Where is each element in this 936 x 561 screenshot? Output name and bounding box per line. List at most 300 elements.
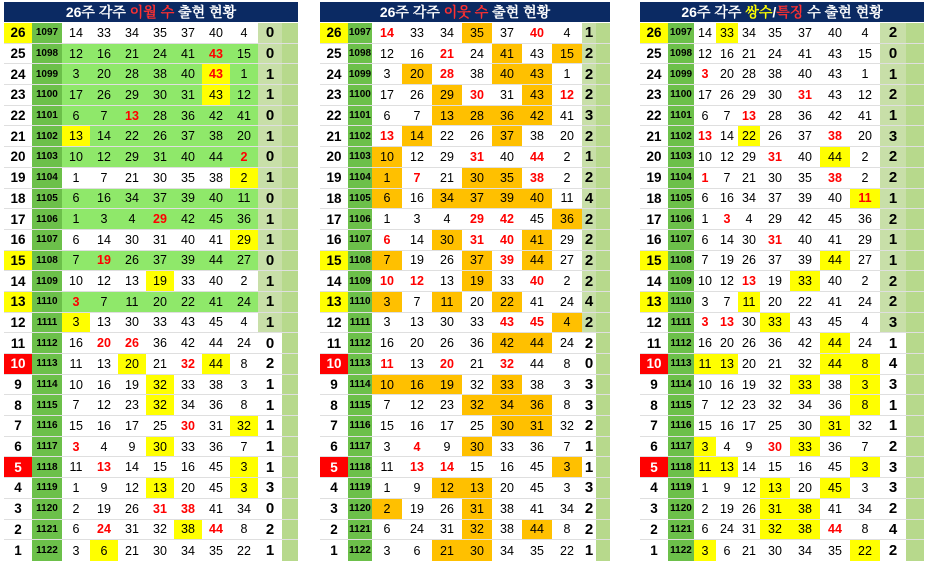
- number-cell: 12: [90, 147, 118, 167]
- number-cell: 45: [820, 313, 850, 333]
- number-cell: 37: [492, 126, 522, 146]
- number-cell: 23: [118, 395, 146, 415]
- count-value: 1: [258, 64, 282, 84]
- number-cell: 16: [716, 416, 738, 436]
- week-label: 6: [330, 439, 338, 455]
- number-cell: 41: [820, 292, 850, 312]
- side-strip: [282, 457, 298, 477]
- number-cell: 45: [820, 457, 850, 477]
- count-value: 2: [582, 416, 596, 436]
- side-strip: [282, 395, 298, 415]
- number-cell: 20: [738, 354, 760, 374]
- number-cell: 14: [716, 126, 738, 146]
- number-cell: 11: [62, 354, 90, 374]
- count-value: 3: [582, 106, 596, 126]
- number-cell: 26: [146, 126, 174, 146]
- week-label: 12: [10, 314, 26, 330]
- number-cell: 3: [850, 457, 880, 477]
- count-value: 1: [880, 333, 906, 353]
- number-cell: 7: [694, 251, 716, 271]
- table-row: [320, 437, 610, 458]
- round-number: 1118: [32, 457, 62, 477]
- week-label: 12: [326, 314, 342, 330]
- round-number: 1114: [32, 375, 62, 395]
- week-label: 15: [320, 251, 348, 271]
- number-cell: 38: [202, 168, 230, 188]
- number-cell: 40: [790, 147, 820, 167]
- number-cell: 13: [738, 106, 760, 126]
- week-label: 18: [10, 190, 26, 206]
- count-value: 1: [582, 23, 596, 43]
- number-cell: 9: [716, 478, 738, 498]
- week-label: 25: [10, 46, 26, 62]
- week-label: 13: [320, 292, 348, 312]
- number-cell: 24: [760, 44, 790, 64]
- number-cell: 12: [62, 44, 90, 64]
- table-row: [640, 395, 924, 416]
- number-cell: 38: [202, 126, 230, 146]
- round-number: 1116: [668, 416, 694, 436]
- number-cell: 24: [230, 333, 258, 353]
- side-strip: [906, 333, 924, 353]
- number-cell: 45: [522, 209, 552, 229]
- number-cell: 33: [402, 23, 432, 43]
- number-cell: 2: [230, 271, 258, 291]
- number-cell: 10: [372, 147, 402, 167]
- number-cell: 9: [402, 478, 432, 498]
- number-cell: 16: [402, 416, 432, 436]
- number-cell: 13: [716, 313, 738, 333]
- number-cell: 22: [790, 292, 820, 312]
- number-cell: 8: [230, 395, 258, 415]
- number-cell: 29: [118, 85, 146, 105]
- side-strip: [596, 44, 610, 64]
- count-value: 1: [880, 251, 906, 271]
- number-cell: 20: [552, 126, 582, 146]
- count-value: 3: [582, 478, 596, 498]
- number-cell: 8: [230, 520, 258, 540]
- number-cell: 3: [552, 375, 582, 395]
- number-cell: 41: [174, 44, 202, 64]
- number-cell: 1: [694, 168, 716, 188]
- number-cell: 33: [760, 313, 790, 333]
- number-cell: 30: [738, 313, 760, 333]
- number-cell: 7: [372, 395, 402, 415]
- number-cell: 7: [850, 437, 880, 457]
- number-cell: 4: [402, 437, 432, 457]
- week-label: 23: [10, 87, 26, 103]
- number-cell: 14: [62, 23, 90, 43]
- number-cell: 14: [90, 230, 118, 250]
- number-cell: 38: [146, 64, 174, 84]
- count-value: 3: [582, 395, 596, 415]
- side-strip: [596, 85, 610, 105]
- side-strip: [282, 354, 298, 374]
- number-cell: 2: [552, 147, 582, 167]
- number-cell: 12: [402, 395, 432, 415]
- count-value: 2: [582, 168, 596, 188]
- number-cell: 40: [522, 189, 552, 209]
- number-cell: 38: [492, 499, 522, 519]
- number-cell: 24: [716, 520, 738, 540]
- number-cell: 13: [402, 457, 432, 477]
- number-cell: 20: [492, 478, 522, 498]
- number-cell: 31: [146, 499, 174, 519]
- number-cell: 11: [372, 457, 402, 477]
- round-number: 1113: [32, 354, 62, 374]
- number-cell: 43: [522, 44, 552, 64]
- week-label: 3: [14, 501, 22, 517]
- number-cell: 35: [522, 540, 552, 561]
- number-cell: 19: [146, 271, 174, 291]
- number-cell: 44: [522, 520, 552, 540]
- number-cell: 3: [372, 292, 402, 312]
- number-cell: 6: [694, 230, 716, 250]
- number-cell: 8: [850, 520, 880, 540]
- round-number: 1100: [32, 85, 62, 105]
- title-mid: /: [772, 4, 777, 20]
- number-cell: 10: [694, 147, 716, 167]
- week-label: 4: [650, 480, 658, 496]
- number-cell: 33: [174, 375, 202, 395]
- number-cell: 3: [552, 478, 582, 498]
- number-cell: 39: [174, 251, 202, 271]
- number-cell: 32: [760, 375, 790, 395]
- side-strip: [906, 395, 924, 415]
- round-number: 1121: [668, 520, 694, 540]
- number-cell: 3: [850, 478, 880, 498]
- table-row: [320, 106, 610, 127]
- side-strip: [282, 251, 298, 271]
- number-cell: 20: [402, 64, 432, 84]
- side-strip: [906, 416, 924, 436]
- number-cell: 44: [820, 147, 850, 167]
- week-label: 9: [330, 377, 338, 393]
- number-cell: 24: [850, 333, 880, 353]
- number-cell: 36: [146, 333, 174, 353]
- number-cell: 44: [522, 251, 552, 271]
- round-number: 1110: [348, 292, 372, 312]
- round-number: 1107: [668, 230, 694, 250]
- table-row: [4, 44, 298, 65]
- table-row: [320, 395, 610, 416]
- table-row: [4, 313, 298, 334]
- number-cell: 9: [432, 437, 462, 457]
- number-cell: 33: [492, 437, 522, 457]
- number-cell: 12: [552, 85, 582, 105]
- side-strip: [906, 540, 924, 561]
- number-cell: 24: [552, 333, 582, 353]
- round-number: 1107: [348, 230, 372, 250]
- number-cell: 21: [118, 44, 146, 64]
- number-cell: 11: [118, 292, 146, 312]
- number-cell: 37: [174, 126, 202, 146]
- number-cell: 11: [372, 354, 402, 374]
- week-label: 9: [650, 377, 658, 393]
- table-row: [4, 520, 298, 541]
- table-row: [320, 126, 610, 147]
- number-cell: 4: [850, 23, 880, 43]
- table-row: [4, 271, 298, 292]
- number-cell: 19: [90, 251, 118, 271]
- table-row: [320, 147, 610, 168]
- number-cell: 29: [760, 209, 790, 229]
- number-cell: 22: [850, 540, 880, 561]
- count-value: 2: [582, 520, 596, 540]
- number-cell: 16: [694, 333, 716, 353]
- number-cell: 13: [62, 126, 90, 146]
- round-number: 1122: [32, 540, 62, 561]
- number-cell: 30: [760, 437, 790, 457]
- round-number: 1101: [32, 106, 62, 126]
- panel-1: [4, 2, 298, 561]
- number-cell: 3: [230, 457, 258, 477]
- week-label: 17: [326, 211, 342, 227]
- week-label: 11: [646, 335, 662, 351]
- number-cell: 43: [790, 313, 820, 333]
- number-cell: 22: [174, 292, 202, 312]
- week-label: 5: [4, 457, 32, 477]
- number-cell: 34: [432, 189, 462, 209]
- number-cell: 45: [820, 478, 850, 498]
- side-strip: [282, 520, 298, 540]
- number-cell: 31: [174, 85, 202, 105]
- count-value: 1: [880, 416, 906, 436]
- side-strip: [596, 64, 610, 84]
- number-cell: 31: [118, 520, 146, 540]
- number-cell: 4: [552, 313, 582, 333]
- number-cell: 28: [738, 64, 760, 84]
- side-strip: [282, 313, 298, 333]
- side-strip: [596, 313, 610, 333]
- count-value: 1: [258, 457, 282, 477]
- number-cell: 45: [202, 313, 230, 333]
- count-value: 0: [258, 23, 282, 43]
- number-cell: 36: [790, 106, 820, 126]
- count-value: 2: [582, 126, 596, 146]
- number-cell: 12: [90, 271, 118, 291]
- number-cell: 40: [492, 230, 522, 250]
- number-cell: 31: [790, 85, 820, 105]
- number-cell: 6: [62, 106, 90, 126]
- number-cell: 2: [552, 271, 582, 291]
- number-cell: 37: [790, 23, 820, 43]
- number-cell: 34: [850, 499, 880, 519]
- week-label: 3: [330, 501, 338, 517]
- round-number: 1107: [32, 230, 62, 250]
- number-cell: 14: [90, 126, 118, 146]
- number-cell: 21: [118, 540, 146, 561]
- number-cell: 3: [62, 64, 90, 84]
- round-number: 1120: [348, 499, 372, 519]
- side-strip: [596, 416, 610, 436]
- number-cell: 43: [202, 85, 230, 105]
- round-number: 1117: [32, 437, 62, 457]
- number-cell: 17: [118, 416, 146, 436]
- round-number: 1120: [32, 499, 62, 519]
- number-cell: 23: [738, 395, 760, 415]
- side-strip: [282, 44, 298, 64]
- number-cell: 40: [820, 189, 850, 209]
- number-cell: 36: [850, 209, 880, 229]
- side-strip: [596, 437, 610, 457]
- number-cell: 33: [716, 23, 738, 43]
- round-number: 1121: [32, 520, 62, 540]
- number-cell: 26: [738, 499, 760, 519]
- number-cell: 38: [202, 375, 230, 395]
- round-number: 1103: [348, 147, 372, 167]
- table-row: [4, 251, 298, 272]
- number-cell: 6: [90, 540, 118, 561]
- number-cell: 35: [492, 168, 522, 188]
- count-value: 0: [258, 147, 282, 167]
- number-cell: 31: [462, 147, 492, 167]
- number-cell: 33: [462, 313, 492, 333]
- number-cell: 4: [738, 209, 760, 229]
- number-cell: 45: [202, 209, 230, 229]
- number-cell: 28: [462, 106, 492, 126]
- week-label: 6: [14, 439, 22, 455]
- number-cell: 13: [146, 478, 174, 498]
- count-value: 2: [582, 251, 596, 271]
- number-cell: 7: [402, 168, 432, 188]
- side-strip: [906, 147, 924, 167]
- table-row: [4, 354, 298, 375]
- number-cell: 43: [174, 313, 202, 333]
- week-label: 12: [646, 314, 662, 330]
- week-label: 4: [330, 480, 338, 496]
- number-cell: 33: [790, 437, 820, 457]
- table-row: [640, 416, 924, 437]
- number-cell: 43: [492, 313, 522, 333]
- number-cell: 7: [716, 168, 738, 188]
- table-row: [320, 478, 610, 499]
- count-value: 2: [582, 313, 596, 333]
- number-cell: 30: [432, 230, 462, 250]
- number-cell: 30: [760, 85, 790, 105]
- number-cell: 22: [492, 292, 522, 312]
- number-cell: 38: [174, 499, 202, 519]
- number-cell: 21: [432, 540, 462, 561]
- count-value: 1: [258, 271, 282, 291]
- number-cell: 15: [146, 457, 174, 477]
- number-cell: 13: [402, 313, 432, 333]
- number-cell: 41: [230, 106, 258, 126]
- table-row: [4, 126, 298, 147]
- number-cell: 12: [90, 395, 118, 415]
- number-cell: 1: [62, 168, 90, 188]
- title-pre: 26주 각주: [65, 4, 130, 20]
- number-cell: 24: [146, 44, 174, 64]
- number-cell: 30: [146, 540, 174, 561]
- week-label: 23: [646, 87, 662, 103]
- number-cell: 26: [462, 126, 492, 146]
- number-cell: 39: [492, 251, 522, 271]
- number-cell: 22: [118, 126, 146, 146]
- number-cell: 44: [820, 520, 850, 540]
- number-cell: 33: [146, 313, 174, 333]
- number-cell: 29: [118, 147, 146, 167]
- number-cell: 15: [760, 457, 790, 477]
- side-strip: [906, 64, 924, 84]
- round-number: 1104: [32, 168, 62, 188]
- table-row: [640, 271, 924, 292]
- side-strip: [596, 230, 610, 250]
- number-cell: 34: [174, 540, 202, 561]
- number-cell: 25: [462, 416, 492, 436]
- table-row: [320, 333, 610, 354]
- number-cell: 4: [230, 23, 258, 43]
- number-cell: 19: [716, 251, 738, 271]
- number-cell: 41: [790, 44, 820, 64]
- title-hl: 특징: [776, 4, 804, 20]
- number-cell: 6: [372, 230, 402, 250]
- number-cell: 43: [522, 85, 552, 105]
- count-value: 2: [582, 85, 596, 105]
- side-strip: [906, 478, 924, 498]
- number-cell: 19: [432, 375, 462, 395]
- number-cell: 44: [820, 333, 850, 353]
- number-cell: 6: [694, 520, 716, 540]
- week-label: 17: [10, 211, 26, 227]
- number-cell: 22: [552, 540, 582, 561]
- side-strip: [596, 23, 610, 43]
- number-cell: 32: [174, 354, 202, 374]
- number-cell: 19: [738, 375, 760, 395]
- number-cell: 26: [432, 333, 462, 353]
- number-cell: 16: [790, 457, 820, 477]
- side-strip: [596, 106, 610, 126]
- number-cell: 6: [62, 230, 90, 250]
- number-cell: 43: [522, 64, 552, 84]
- number-cell: 28: [432, 64, 462, 84]
- number-cell: 19: [462, 271, 492, 291]
- week-label: 16: [326, 232, 342, 248]
- table-row: [4, 64, 298, 85]
- number-cell: 21: [738, 168, 760, 188]
- count-value: 2: [582, 499, 596, 519]
- count-value: 3: [880, 126, 906, 146]
- number-cell: 14: [118, 457, 146, 477]
- count-value: 2: [880, 23, 906, 43]
- number-cell: 33: [492, 271, 522, 291]
- panel-title: [640, 2, 924, 22]
- number-cell: 32: [850, 416, 880, 436]
- count-value: 1: [258, 168, 282, 188]
- number-cell: 16: [402, 189, 432, 209]
- number-cell: 38: [174, 520, 202, 540]
- week-label: 21: [10, 128, 26, 144]
- count-value: 2: [582, 333, 596, 353]
- number-cell: 45: [820, 209, 850, 229]
- table-row: [640, 292, 924, 313]
- number-cell: 26: [118, 333, 146, 353]
- number-cell: 31: [522, 416, 552, 436]
- side-strip: [906, 520, 924, 540]
- number-cell: 6: [372, 106, 402, 126]
- side-strip: [906, 85, 924, 105]
- number-cell: 15: [694, 416, 716, 436]
- number-cell: 42: [522, 106, 552, 126]
- number-cell: 8: [850, 354, 880, 374]
- number-cell: 2: [694, 499, 716, 519]
- round-number: 1119: [668, 478, 694, 498]
- number-cell: 30: [432, 313, 462, 333]
- count-value: 2: [880, 168, 906, 188]
- count-value: 1: [880, 64, 906, 84]
- number-cell: 36: [522, 437, 552, 457]
- number-cell: 43: [202, 64, 230, 84]
